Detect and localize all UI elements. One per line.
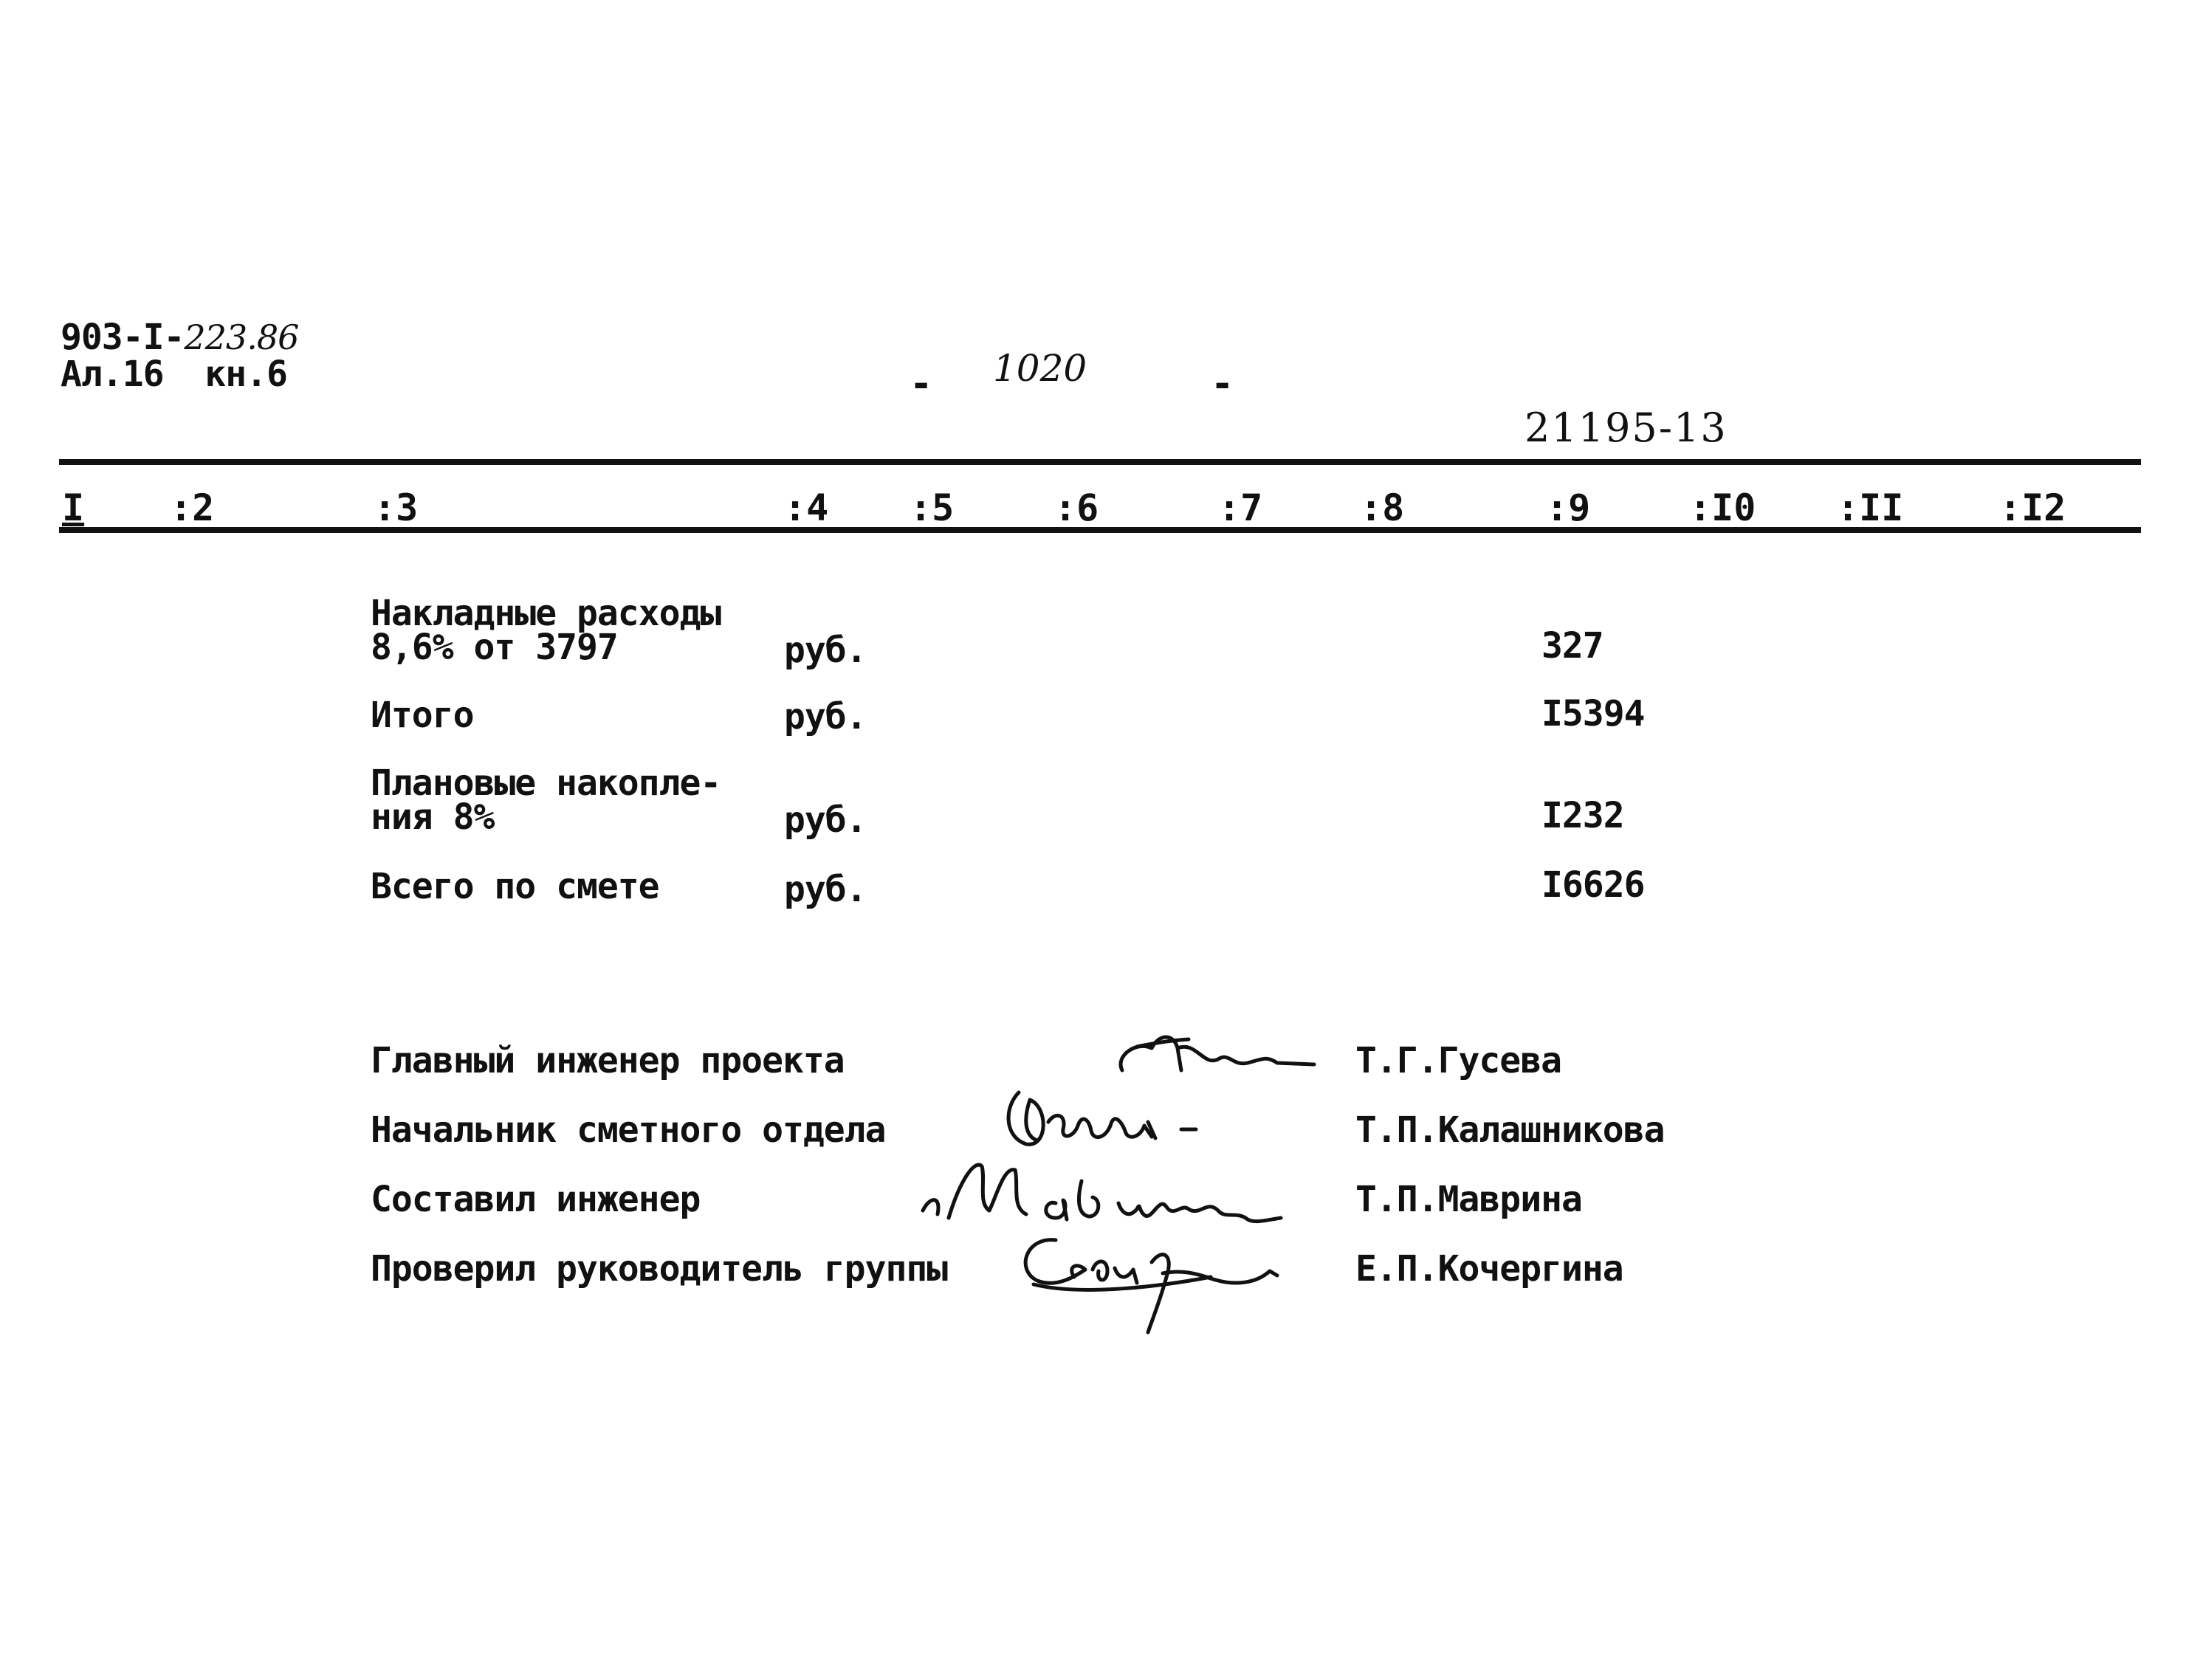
row-3-name-line-1: Плановые накопле-: [371, 762, 721, 804]
column-header-6: :6: [1054, 486, 1099, 529]
row-1-name-line-1: Накладные расходы: [371, 593, 721, 634]
column-header-11: :II: [1837, 486, 1904, 529]
page-number: 1020: [993, 347, 1087, 390]
column-header-2: :2: [170, 486, 215, 529]
row-2-amount: I5394: [1541, 693, 1645, 734]
row-3-unit: руб.: [784, 799, 867, 841]
document-code-handwritten: 223.86: [184, 317, 299, 357]
row-3-name-line-2: ния 8%: [371, 796, 495, 838]
column-header-10: :I0: [1689, 486, 1756, 529]
signature-title-chief-engineer: Главный инженер проекта: [371, 1040, 845, 1081]
signature-name-kochergina: Е.П.Кочергина: [1355, 1248, 1623, 1290]
row-4-amount: I6626: [1541, 864, 1645, 906]
document-code-prefix: 903-I-: [61, 317, 185, 358]
row-3-amount: I232: [1541, 795, 1624, 836]
column-header-4: :4: [784, 486, 829, 529]
page-dash-left: -: [910, 362, 933, 406]
row-1-unit: руб.: [784, 630, 867, 671]
column-header-9: :9: [1546, 486, 1591, 529]
row-4-unit: руб.: [784, 869, 867, 910]
table-header-rule: [59, 527, 2141, 533]
column-header-7: :7: [1218, 486, 1263, 529]
signature-name-mavrina: Т.П.Маврина: [1355, 1179, 1582, 1220]
row-2-name-line-1: Итого: [371, 695, 474, 736]
table-top-rule: [59, 459, 2141, 465]
signature-kochergina: [1004, 1218, 1299, 1339]
album-book-label: Ал.16 кн.6: [61, 354, 287, 395]
reference-number: 21195-13: [1524, 404, 1728, 451]
row-1-name-line-2: 8,6% от 3797: [371, 627, 618, 668]
row-1-amount: 327: [1541, 625, 1603, 667]
signature-title-compiler: Составил инженер: [371, 1179, 701, 1220]
row-2-unit: руб.: [784, 696, 867, 737]
column-header-8: :8: [1360, 486, 1405, 529]
signature-title-checker: Проверил руководитель группы: [371, 1248, 948, 1290]
signature-title-head-estimating: Начальник сметного отдела: [371, 1109, 886, 1151]
signature-kalashnikova: [997, 1078, 1218, 1162]
signature-name-kalashnikova: Т.П.Калашникова: [1355, 1109, 1665, 1151]
row-4-name-line-1: Всего по смете: [371, 866, 659, 907]
column-header-3: :3: [374, 486, 419, 529]
signature-name-guseva: Т.Г.Гусева: [1355, 1040, 1561, 1081]
column-header-5: :5: [910, 486, 955, 529]
column-header-1: I: [62, 486, 85, 529]
document-code: [61, 319, 298, 356]
column-header-12: :I2: [1999, 486, 2066, 529]
page-dash-right: -: [1211, 362, 1234, 406]
